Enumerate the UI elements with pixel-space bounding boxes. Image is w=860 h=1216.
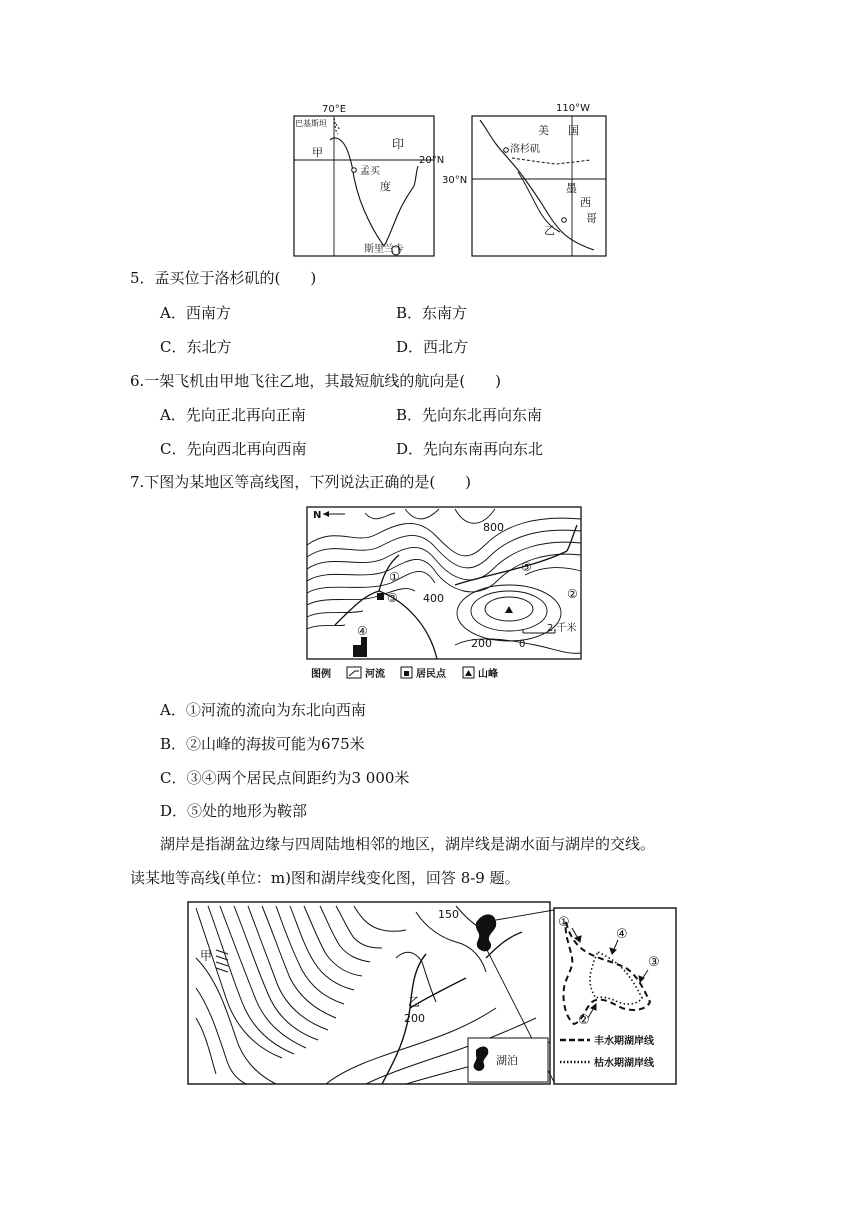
parallel-30n-label: 30°N [442, 175, 468, 186]
q7-option-c[interactable]: C．③④两个居民点间距约为3 000米 [160, 769, 410, 787]
marker-3: ③ [387, 591, 398, 605]
guo-label: 国 [568, 124, 579, 137]
meridian-110w-label: 110°W [556, 103, 590, 114]
inset-marker-4: ④ [616, 927, 628, 942]
scale-zero: 0 [519, 639, 526, 650]
jia-label-2: 甲 [200, 949, 213, 963]
dry-season-legend: 枯水期湖岸线 [594, 1058, 654, 1069]
legend-settlement: 居民点 [416, 669, 446, 680]
losangeles-label: 洛杉矶 [510, 144, 540, 155]
peak-icon [505, 606, 513, 613]
intro-line-1: 湖岸是指湖盆边缘与四周陆地相邻的地区，湖岸线是湖水面与湖岸的交线。 [160, 835, 656, 853]
q5-option-d[interactable]: D．西北方 [396, 338, 469, 356]
q7-option-d[interactable]: D．⑤处的地形为鞍部 [160, 802, 308, 820]
q5-option-c[interactable]: C．东北方 [160, 338, 232, 356]
contour-lines [307, 509, 581, 653]
legend-river: 河流 [365, 669, 385, 680]
q6-option-b[interactable]: B．先向东北再向东南 [396, 406, 543, 424]
scale-value: 2 千米 [547, 623, 577, 634]
inset-marker-2: ② [578, 1013, 590, 1028]
settlement-3-icon [377, 593, 384, 600]
mo-label: 墨 [566, 182, 577, 195]
legend-title: 图例 [311, 669, 331, 680]
contour-800-label: 800 [483, 521, 504, 534]
q6-option-d[interactable]: D．先向东南再向东北 [396, 440, 544, 458]
lake-legend-label: 湖泊 [496, 1054, 518, 1067]
settlement-4-icon [353, 637, 367, 657]
srilanka-label: 斯里兰卡 [364, 244, 404, 255]
q7-option-a[interactable]: A．①河流的流向为东北向西南 [160, 701, 366, 719]
parallel-20n-label: 20°N [419, 155, 445, 166]
india-map [294, 104, 444, 256]
contour-150-label: 150 [438, 908, 459, 921]
ge-label: 哥 [586, 212, 597, 225]
wet-season-legend: 丰水期湖岸线 [594, 1036, 654, 1047]
mumbai-label: 孟买 [360, 166, 380, 177]
meridian-70e-label: 70°E [322, 104, 347, 115]
marker-2: ② [567, 587, 578, 601]
q5-option-b[interactable]: B．东南方 [396, 304, 468, 322]
mei-label: 美 [538, 124, 549, 137]
q6-option-a[interactable]: A．先向正北再向正南 [160, 406, 306, 424]
figure-contour-map [305, 505, 585, 683]
figure-lake-contour [186, 898, 680, 1088]
yi-label: 乙 [544, 224, 555, 237]
usa-mexico-map [442, 103, 606, 256]
q7-option-b[interactable]: B．②山峰的海拔可能为675米 [160, 735, 365, 753]
jia-label: 甲 [312, 146, 323, 159]
figure-maps [290, 100, 610, 262]
shoreline-dry [590, 952, 642, 1004]
yi-label-2: 乙 [408, 995, 421, 1009]
marker-5: ⑤ [521, 560, 532, 574]
intro-line-2: 读某地等高线(单位：m)图和湖岸线变化图，回答 8-9 题。 [130, 869, 520, 887]
pakistan-label: 巴基斯坦 [295, 119, 327, 128]
legend-peak: 山峰 [478, 669, 498, 680]
q5-stem: 5．孟买位于洛杉矶的( ) [130, 269, 317, 287]
lake-shape [476, 914, 497, 951]
marker-1: ① [389, 570, 400, 584]
q5-option-a[interactable]: A．西南方 [160, 304, 231, 322]
north-label: N [313, 510, 322, 521]
inset-marker-3: ③ [648, 955, 660, 970]
yin-label: 印 [392, 137, 405, 151]
contour-200-label-2: 200 [404, 1012, 425, 1025]
q6-option-c[interactable]: C．先向西北再向西南 [160, 440, 307, 458]
contour-400-label: 400 [423, 592, 444, 605]
contour-200-label: 200 [471, 637, 492, 650]
inset-arrows [572, 928, 648, 1018]
marker-4: ④ [357, 624, 368, 638]
rivers [335, 525, 577, 659]
du-label: 度 [380, 180, 391, 193]
q6-stem: 6.一架飞机由甲地飞往乙地，其最短航线的航向是( ) [130, 372, 502, 390]
inset-marker-1: ① [558, 915, 570, 930]
xi-label: 西 [580, 196, 591, 209]
jia-marker [216, 950, 228, 972]
q7-stem: 7.下图为某地区等高线图，下列说法正确的是( ) [130, 473, 472, 491]
